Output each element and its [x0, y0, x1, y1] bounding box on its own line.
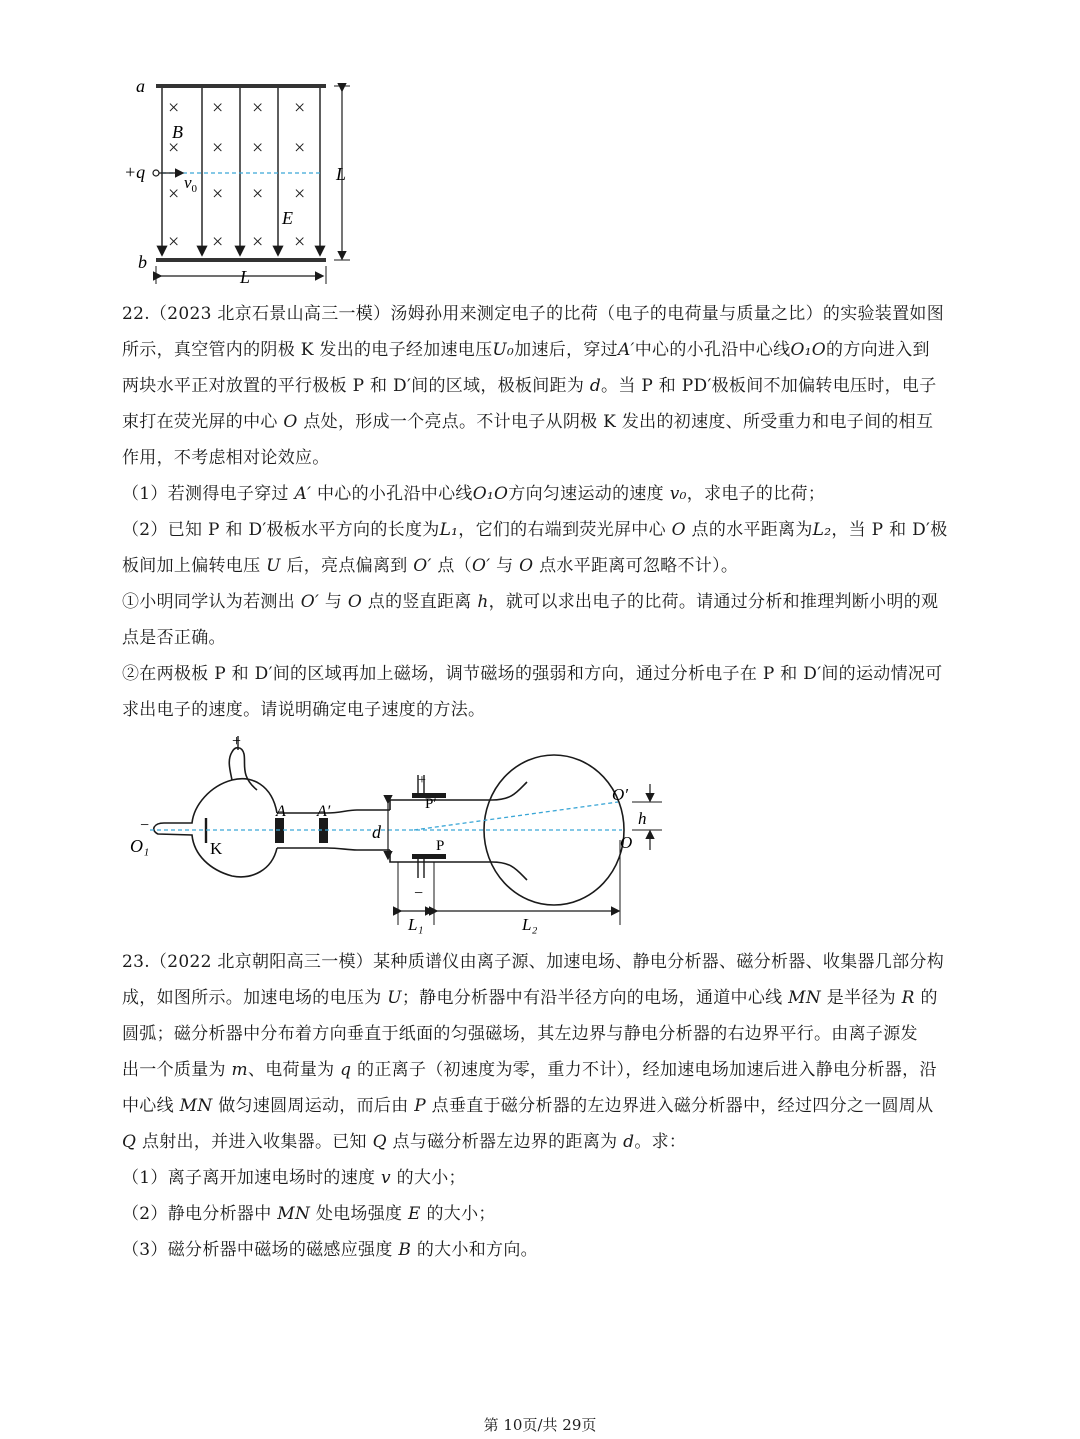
text-run: 。求： [634, 1132, 687, 1152]
thomson-apparatus-diagram [122, 730, 662, 945]
math-variable: Q [122, 1132, 137, 1152]
cross-mark: × [168, 137, 180, 159]
math-variable: L₂ [812, 520, 832, 540]
text-run: 后，亮点偏离到 [280, 556, 414, 576]
math-variable: P [414, 1096, 426, 1116]
text-run: 22.（2023 北京石景山高三一模）汤姆孙用来测定电子的比荷（电子的电荷量与质量之比）的实验装置如图 [122, 304, 945, 324]
q23-line [122, 980, 962, 1016]
anode-stem [229, 748, 257, 790]
label-h: h [638, 809, 647, 828]
q22-line [122, 548, 962, 584]
math-variable: q [340, 1060, 352, 1080]
q23-line [122, 1124, 962, 1160]
q22-line [122, 620, 962, 656]
text-run: 圆弧；磁分析器中分布着方向垂直于纸面的匀强磁场，其左边界与静电分析器的右边界平行。由离子源发 [122, 1024, 918, 1044]
label-minus-P: − [414, 885, 424, 902]
cross-mark: × [252, 97, 264, 119]
page-footer: 第 10页/共 29页 [483, 1416, 597, 1434]
label-minus-left: − [140, 817, 150, 834]
q23-line [122, 1160, 962, 1196]
cross-mark: × [294, 137, 306, 159]
text-run: ，求电子的比荷； [686, 484, 826, 504]
label-Oprime: O′ [612, 785, 628, 804]
q23-line [122, 1052, 962, 1088]
label-A: A [276, 803, 286, 820]
text-run: 的方向进入到 [826, 340, 930, 360]
label-a: a [136, 76, 145, 96]
text-run: 是半径为 [821, 988, 902, 1008]
math-variable: MN [788, 988, 822, 1008]
plate-P [412, 854, 446, 859]
text-run: ①小明同学认为若测出 [122, 592, 301, 612]
math-variable: U [387, 988, 402, 1008]
plate-a [156, 84, 326, 88]
thomson-apparatus-figure [122, 730, 662, 945]
math-variable: A′ [617, 340, 635, 360]
text-run: 中心的小孔沿中心线 [634, 340, 791, 360]
text-run: ；静电分析器中有沿半径方向的电场，通道中心线 [401, 988, 789, 1008]
cross-mark: × [294, 183, 306, 205]
text-run: 的大小和方向。 [411, 1240, 538, 1260]
text-run: 所示，真空管内的阴极 K 发出的电子经加速电压 [122, 340, 493, 360]
text-run: 的大小； [390, 1168, 466, 1188]
cross-mark: × [168, 183, 180, 205]
q22-line [122, 440, 962, 476]
text-run: 做匀速圆周运动，而后由 [212, 1096, 415, 1116]
text-run: 求出电子的速度。请说明确定电子速度的方法。 [122, 700, 486, 720]
text-run: 点是否正确。 [122, 628, 226, 648]
label-L-side: L [336, 164, 347, 184]
screen-bulb [484, 755, 624, 905]
text-run: （2）已知 P 和 D′极板水平方向的长度为 [122, 520, 440, 540]
label-B: B [172, 122, 183, 142]
text-run: 加速后，穿过 [514, 340, 618, 360]
text-run: 点（ [431, 556, 472, 576]
text-run: 点与磁分析器左边界的距离为 [386, 1132, 624, 1152]
text-run: 、电荷量为 [247, 1060, 341, 1080]
text-run: （1）若测得电子穿过 [122, 484, 295, 504]
text-run: 与 [319, 592, 348, 612]
q22-line [122, 656, 962, 692]
math-variable: O′ [413, 556, 432, 576]
text-run: 方向匀速运动的速度 [508, 484, 670, 504]
text-run: ，当 P 和 D′极 [831, 520, 948, 540]
text-run: 束打在荧光屏的中心 [122, 412, 284, 432]
label-L1: L₁ [408, 915, 424, 934]
label-P: P [436, 838, 445, 854]
text-run: ，它们的右端到荧光屏中心 [458, 520, 672, 540]
cross-mark: × [294, 97, 306, 119]
math-variable: v [381, 1168, 391, 1188]
math-variable: O′ [471, 556, 491, 576]
beam-deflected [414, 802, 618, 830]
cross-mark: × [212, 97, 224, 119]
q23-line [122, 944, 962, 980]
math-variable: B [398, 1240, 412, 1260]
q22-line [122, 512, 962, 548]
label-plus-P: + [418, 773, 426, 788]
text-run: 点射出，并进入收集器。已知 [136, 1132, 373, 1152]
math-variable: A′ [294, 484, 312, 504]
text-run: 。当 P 和 PD′极板间不加偏转电压时，电子 [601, 376, 937, 396]
q22-line [122, 404, 962, 440]
text-run: （1）离子离开加速电场时的速度 [122, 1168, 382, 1188]
q22-line [122, 476, 962, 512]
cross-mark: × [212, 231, 224, 253]
math-variable: O₁O [790, 340, 827, 360]
text-run: 成，如图所示。加速电场的电压为 [122, 988, 388, 1008]
cross-mark: × [212, 183, 224, 205]
text-run: 板间加上偏转电压 [122, 556, 267, 576]
text-run: 23.（2022 北京朝阳高三一模）某种质谱仪由离子源、加速电场、静电分析器、磁分析器、收集器几部分构 [122, 952, 945, 972]
label-E: E [282, 208, 293, 228]
math-variable: MN [277, 1204, 311, 1224]
label-Aprime: A′ [317, 803, 331, 820]
q23-line [122, 1088, 962, 1124]
q22-line [122, 692, 962, 728]
math-variable: O [283, 412, 298, 432]
math-variable: Q [372, 1132, 387, 1152]
text-run: 中心的小孔沿中心线 [311, 484, 473, 504]
text-run: 出一个质量为 [122, 1060, 232, 1080]
text-run: 点处，形成一个亮点。不计电子从阴极 K 发出的初速度、所受重力和电子间的相互 [297, 412, 934, 432]
cross-mark: × [294, 231, 306, 253]
math-variable: O′ [300, 592, 320, 612]
question-23 [122, 944, 962, 1268]
text-run: 点的水平距离为 [685, 520, 813, 540]
text-run: 中心线 [122, 1096, 180, 1116]
text-run: 的 [914, 988, 938, 1008]
label-d: d [372, 822, 381, 842]
text-run: （3）磁分析器中磁场的磁感应强度 [122, 1240, 399, 1260]
label-b: b [138, 252, 147, 272]
field-region-figure [110, 72, 360, 290]
plate-b [156, 258, 326, 262]
math-variable: L₁ [439, 520, 459, 540]
text-run: ，就可以求出电子的比荷。请通过分析和推理判断小明的观 [488, 592, 939, 612]
text-run: 点垂直于磁分析器的左边界进入磁分析器中，经过四分之一圆周从 [425, 1096, 934, 1116]
math-variable: m [231, 1060, 248, 1080]
field-region-diagram [110, 72, 360, 290]
q23-line [122, 1016, 962, 1052]
math-variable: O [347, 592, 363, 612]
cathode-bulb [154, 779, 277, 877]
q23-line [122, 1196, 962, 1232]
label-K: K [210, 839, 223, 858]
math-variable: O [671, 520, 686, 540]
q22-line [122, 368, 962, 404]
math-variable: R [901, 988, 915, 1008]
q23-line [122, 1232, 962, 1268]
text-run: 的大小； [420, 1204, 496, 1224]
label-q: +q [124, 162, 146, 182]
particle-dot [153, 170, 159, 176]
math-variable: O [519, 556, 534, 576]
cross-mark: × [212, 137, 224, 159]
text-run: 处电场强度 [310, 1204, 409, 1224]
q22-line [122, 296, 962, 332]
q22-line [122, 332, 962, 368]
text-run: 的正离子（初速度为零，重力不计），经加速电场加速后进入静电分析器，沿 [351, 1060, 937, 1080]
question-22 [122, 296, 962, 728]
cross-mark: × [168, 97, 180, 119]
text-run: 两块水平正对放置的平行极板 P 和 D′间的区域，极板间距为 [122, 376, 590, 396]
cross-mark: × [252, 231, 264, 253]
math-variable: d [589, 376, 602, 396]
label-O1: O₁ [130, 836, 150, 856]
math-variable: h [477, 592, 489, 612]
text-run: 与 [490, 556, 520, 576]
text-run: ②在两极板 P 和 D′间的区域再加上磁场，调节磁场的强弱和方向，通过分析电子在 P 和 D′间的运动情况可 [122, 664, 943, 684]
cross-mark: × [252, 183, 264, 205]
math-variable: O₁O [472, 484, 509, 504]
label-O: O [620, 833, 633, 852]
math-variable: v₀ [669, 484, 687, 504]
text-run: 作用，不考虑相对论效应。 [122, 448, 330, 468]
label-plus-top: + [232, 733, 242, 750]
math-variable: MN [179, 1096, 213, 1116]
math-variable: E [408, 1204, 421, 1224]
label-v: $v_0$ [184, 173, 198, 195]
text-run: 点的竖直距离 [362, 592, 478, 612]
cross-mark: × [168, 231, 180, 253]
text-run: 点水平距离可忽略不计）。 [533, 556, 739, 576]
label-L2: L₂ [522, 915, 538, 934]
math-variable: U [266, 556, 281, 576]
cross-mark: × [252, 137, 264, 159]
text-run: （2）静电分析器中 [122, 1204, 278, 1224]
label-Pprime: P′ [425, 796, 437, 812]
q22-line [122, 584, 962, 620]
label-L-bottom: L [240, 267, 251, 287]
math-variable: d [623, 1132, 635, 1152]
math-variable: U₀ [492, 340, 515, 360]
